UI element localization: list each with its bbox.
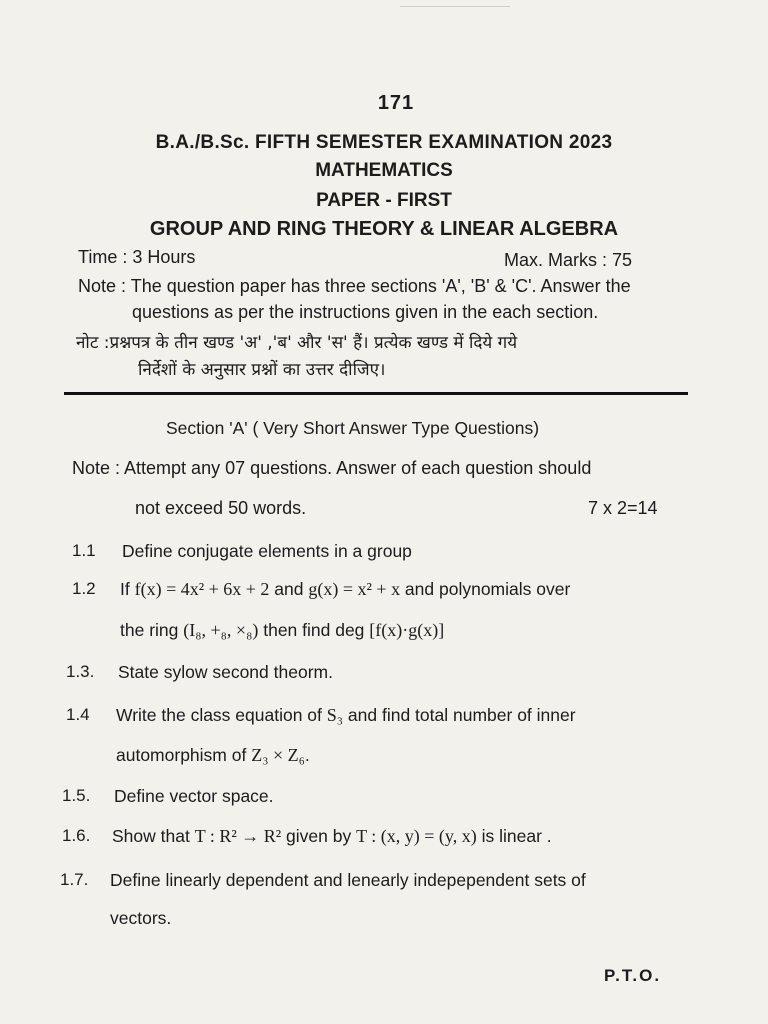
question-text-part: and find total number of inner [343, 705, 576, 725]
question-text-part: given by [281, 826, 357, 846]
max-marks: Max. Marks : 75 [504, 250, 633, 270]
question-text-part: the ring [120, 620, 184, 640]
question-text-part: is linear . [476, 826, 552, 846]
math-expression: Z₃ × Z₆ [251, 745, 305, 765]
math-expression: (I₈, +₈, ×₈) [183, 620, 259, 640]
subject-title: MATHEMATICS [315, 160, 453, 181]
question-text-part: and [269, 579, 309, 599]
question-text [116, 705, 576, 726]
note-english-line-1: Note : The question paper has three sections 'A', 'B' & 'C'. Answer the [78, 276, 631, 296]
course-title: GROUP AND RING THEORY & LINEAR ALGEBRA [149, 218, 619, 240]
question-number: 1.1 [72, 541, 96, 560]
question-text-continued: vectors. [110, 908, 172, 928]
question-text-continued [120, 620, 444, 641]
question-number: 1.4 [66, 705, 90, 724]
question-text-continued [116, 745, 310, 766]
paper-title: PAPER - FIRST [316, 190, 452, 211]
question-text: State sylow second theorm. [118, 662, 333, 682]
question-text-part: If [120, 579, 135, 599]
section-a-marks: 7 x 2=14 [588, 498, 658, 518]
math-expression: T : (x, y) = (y, x) [356, 826, 477, 846]
question-text-part: . [304, 745, 310, 765]
math-expression: [f(x)·g(x)] [369, 620, 445, 640]
header-divider [64, 392, 688, 395]
question-text [112, 826, 552, 847]
question-text: Define vector space. [114, 786, 274, 806]
question-text [120, 579, 570, 600]
please-turn-over: P.T.O. [604, 966, 662, 985]
math-expression: S₃ [326, 705, 344, 725]
scan-mark [400, 6, 510, 7]
question-text-part: then find deg [258, 620, 370, 640]
note-hindi-line-2: निर्देशों के अनुसार प्रश्नों का उत्तर दीजिए। [138, 360, 386, 380]
paper-code: 171 [377, 92, 415, 114]
section-a-note-line-1: Note : Attempt any 07 questions. Answer of each question should [72, 458, 592, 478]
math-expression: f(x) = 4x² + 6x + 2 [134, 579, 270, 599]
question-text-part: Show that [112, 826, 195, 846]
question-number: 1.3. [66, 662, 95, 681]
section-a-note-line-2: not exceed 50 words. [135, 498, 307, 518]
question-number: 1.2 [72, 579, 96, 598]
math-expression: g(x) = x² + x [308, 579, 401, 599]
question-number: 1.7. [60, 870, 89, 889]
question-text-part: and polynomials over [400, 579, 571, 599]
math-expression: T : R² → R² [194, 826, 282, 846]
question-number: 1.5. [62, 786, 91, 805]
question-text-part: Write the class equation of [116, 705, 327, 725]
note-english-line-2: questions as per the instructions given in the each section. [132, 302, 599, 322]
question-text: Define linearly dependent and lenearly indepependent sets of [110, 870, 586, 890]
question-number: 1.6. [62, 826, 91, 845]
note-hindi-line-1: नोट :प्रश्नपत्र के तीन खण्ड 'अ' ,'ब' और 'स' हैं। प्रत्येक खण्ड में दिये गये [76, 333, 518, 353]
question-text: Define conjugate elements in a group [122, 541, 412, 561]
question-text-part: automorphism of [116, 745, 252, 765]
time-allowed: Time : 3 Hours [78, 247, 196, 267]
exam-title: B.A./B.Sc. FIFTH SEMESTER EXAMINATION 2023 [155, 132, 613, 153]
section-a-title: Section 'A' ( Very Short Answer Type Questions) [166, 418, 540, 438]
